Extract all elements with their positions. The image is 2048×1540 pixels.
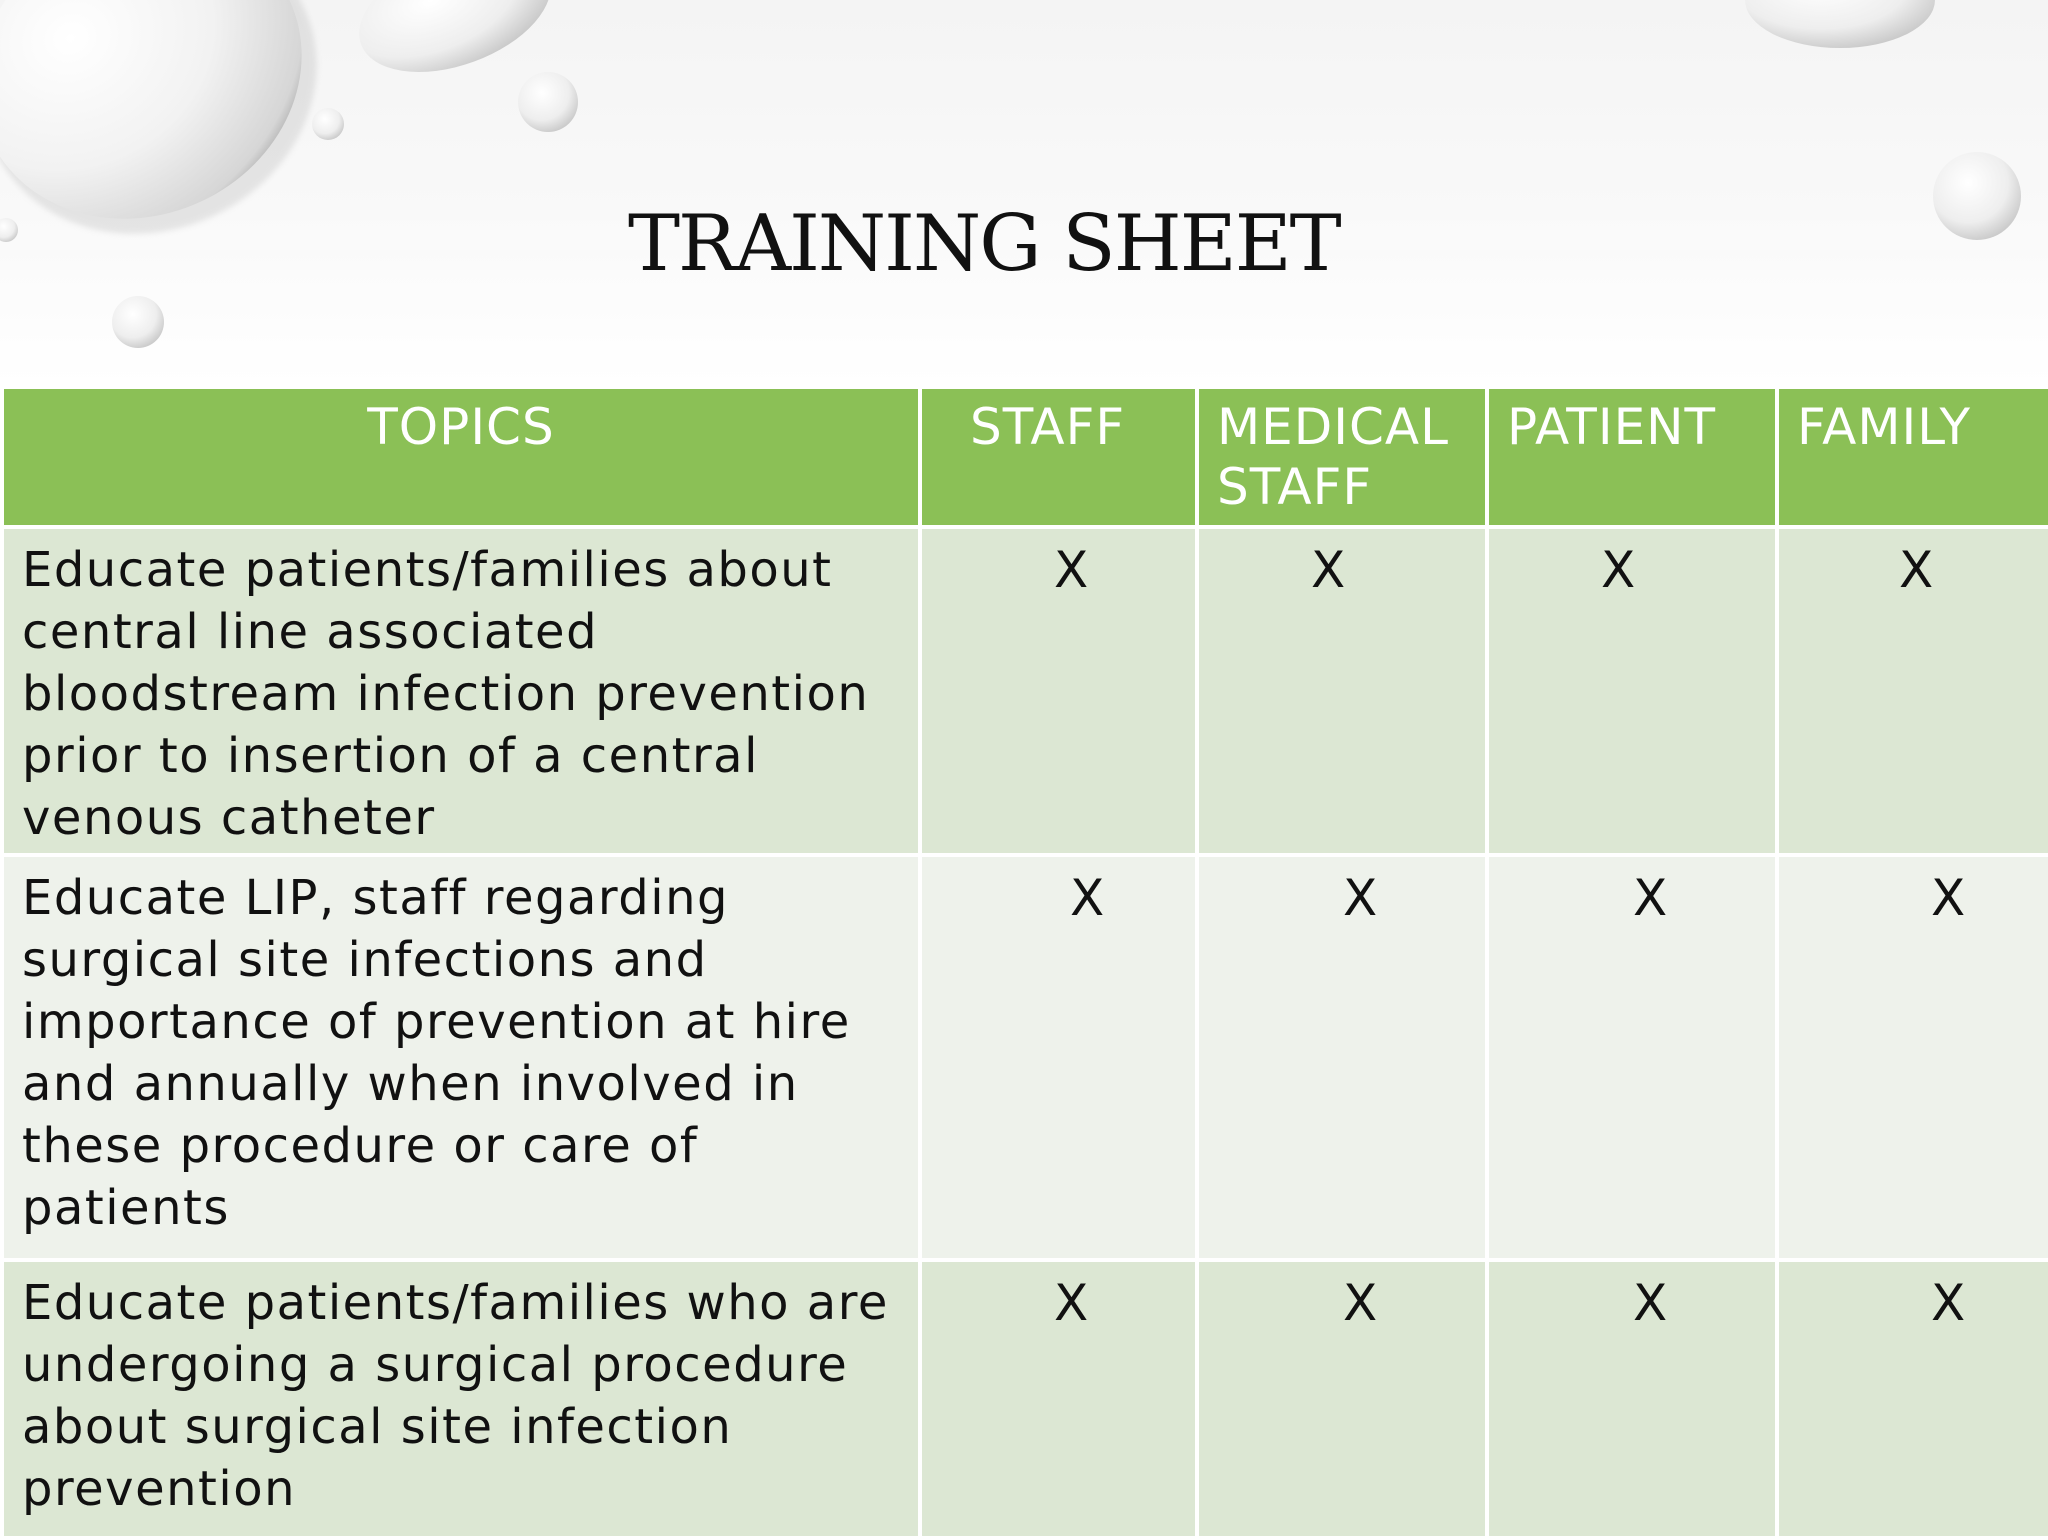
medical-staff-mark: X <box>1343 1274 1378 1332</box>
medical-staff-mark-cell <box>1197 1260 1487 1538</box>
family-mark: X <box>1931 1274 1966 1332</box>
staff-mark-cell <box>920 527 1197 855</box>
header-background <box>0 0 2048 386</box>
staff-mark: X <box>1054 1274 1089 1332</box>
patient-mark: X <box>1601 541 1636 599</box>
column-header-topics: TOPICS <box>2 387 920 527</box>
table-row <box>2 855 2048 1260</box>
patient-mark-cell <box>1487 527 1777 855</box>
medical-staff-mark: X <box>1343 869 1378 927</box>
patient-mark-cell <box>1487 855 1777 1260</box>
table-header-row <box>2 387 2048 527</box>
family-mark: X <box>1931 869 1966 927</box>
medical-staff-mark-cell <box>1197 527 1487 855</box>
family-mark-cell <box>1777 1260 2048 1538</box>
patient-mark: X <box>1633 869 1668 927</box>
family-mark-cell <box>1777 855 2048 1260</box>
topic-cell: Educate patients/families about central line associated bloodstream infection prevention prior to insertion of a central venous catheter <box>2 527 920 855</box>
table-row <box>2 527 2048 855</box>
staff-mark-cell <box>920 855 1197 1260</box>
table-row <box>2 1260 2048 1538</box>
column-header-patient: PATIENT <box>1487 387 1777 527</box>
column-header-family: FAMILY <box>1777 387 2048 527</box>
family-mark: X <box>1899 541 1934 599</box>
column-header-staff: STAFF <box>920 387 1197 527</box>
family-mark-cell <box>1777 527 2048 855</box>
training-table <box>0 385 2048 1540</box>
patient-mark-cell <box>1487 1260 1777 1538</box>
medical-staff-mark: X <box>1311 541 1346 599</box>
column-header-medical-staff: MEDICAL STAFF <box>1197 387 1487 527</box>
training-table-container <box>0 385 2048 1536</box>
medical-staff-mark-cell <box>1197 855 1487 1260</box>
topic-cell: Educate patients/families who are undergoing a surgical procedure about surgical site infection prevention <box>2 1260 920 1538</box>
topic-cell: Educate LIP, staff regarding surgical site infections and importance of prevention at hire and annually when involved in these procedure or care of patients <box>2 855 920 1260</box>
slide-title: TRAINING SHEET <box>628 199 1340 289</box>
staff-mark-cell <box>920 1260 1197 1538</box>
staff-mark: X <box>1070 869 1105 927</box>
water-drops-decoration <box>0 0 2048 386</box>
staff-mark: X <box>1054 541 1089 599</box>
patient-mark: X <box>1633 1274 1668 1332</box>
